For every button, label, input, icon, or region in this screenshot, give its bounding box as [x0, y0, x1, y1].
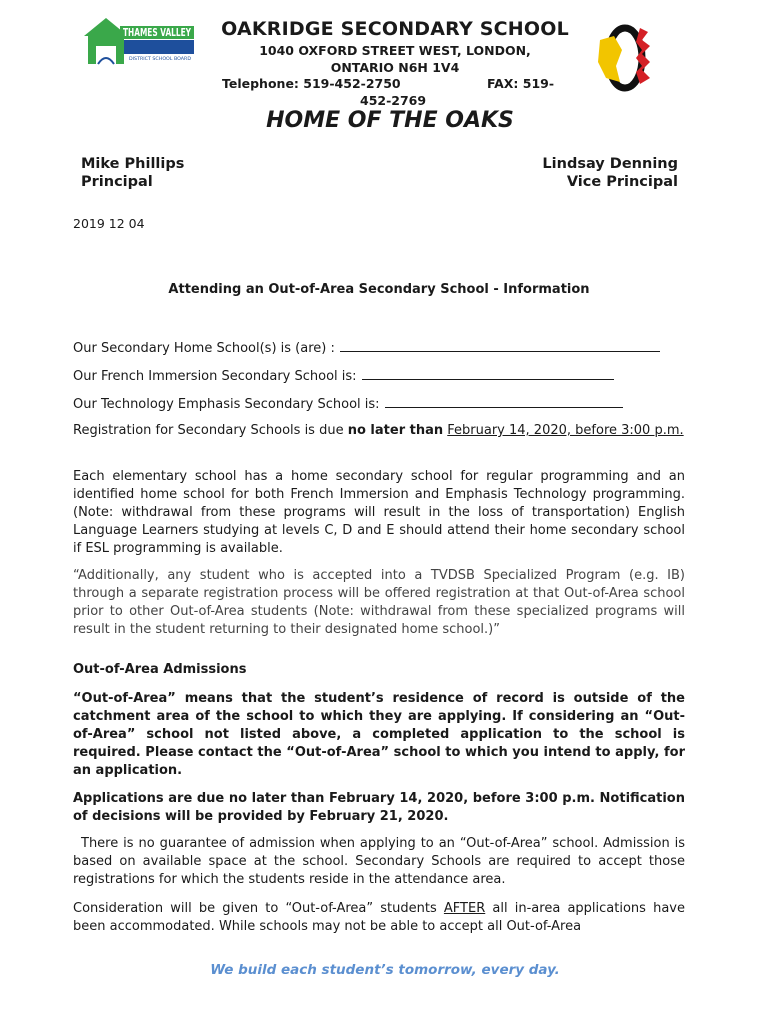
consideration-paragraph	[73, 900, 685, 936]
oaks-emblem	[592, 22, 658, 94]
registration-deadline: February 14, 2020, before 3:00 p.m.	[447, 423, 684, 438]
registration-paragraph	[73, 422, 685, 440]
principal-block	[81, 155, 184, 191]
registration-text: Registration for Secondary Schools is due	[73, 423, 348, 438]
ooa-text-b: t the student’s residence of record is outside of the catchment area of the school to which they are applying. If considering an “Out-of-Area” school not listed above, a completed application to the school is required. Please contact the “Out-of-Area” school to which you intend to apply, for an application.	[73, 691, 686, 778]
thames-valley-logo	[80, 14, 198, 70]
home-school-label: Our Secondary Home School(s) is (are) :	[73, 341, 335, 356]
logo-text: THAMES VALLEY	[123, 26, 192, 39]
principal-name: Mike Phillips	[81, 156, 185, 172]
school-motto: HOME OF THE OAKS	[266, 108, 514, 133]
specialized-program-quote: “Additionally, any student who is accepted into a TVDSB Specialized Program (e.g. IB) through a separate registration process will be offered registration at that Out-of-Area school prior to other Out-of-Area students (Note: withdrawal from these specialized programs will result in the student returning to their designated home school.)”	[73, 568, 685, 637]
ooa-text-a: “Out-of-Area” means tha	[73, 691, 266, 706]
vice-principal-block	[542, 155, 678, 191]
french-school-blank[interactable]	[362, 367, 614, 380]
address-line-1: 1040 OXFORD STREET WEST, LONDON,	[259, 43, 531, 58]
principal-title: Principal	[81, 174, 153, 190]
no-guarantee-paragraph: There is no guarantee of admission when applying to an “Out-of-Area” school. Admission is based on available space at the school. Secondary Schools are required to accept those registrations for which the students reside in the attendance area.	[73, 836, 685, 887]
french-school-field	[73, 367, 614, 384]
section-heading: Out-of-Area Admissions	[73, 662, 247, 677]
address-line-2: ONTARIO N6H 1V4	[330, 60, 460, 75]
consideration-text: Consideration will be given to “Out-of-Area” students	[73, 901, 444, 916]
home-school-paragraph: Each elementary school has a home secondary school for regular programming and an identified home school for both French Immersion and Emphasis Technology programming. (Note: withdrawal from these programs will result in the loss of transportation) English Language Learners studying at levels C, D and E should attend their home secondary school if ESL programming is available.	[73, 469, 685, 556]
applications-due-paragraph: Applications are due no later than February 14, 2020, before 3:00 p.m. Notification of decisions will be provided by February 21, 2020.	[73, 791, 685, 824]
logo-subtext: DISTRICT SCHOOL BOARD	[129, 57, 188, 62]
document-title: Attending an Out-of-Area Secondary School - Information	[168, 282, 590, 297]
vice-principal-name: Lindsay Denning	[542, 156, 678, 172]
fax-part-2: 452-2769	[360, 93, 427, 108]
fax-part-1: FAX: 519-	[487, 76, 555, 91]
after-emphasis: AFTER	[443, 901, 486, 916]
tech-school-blank[interactable]	[385, 395, 623, 408]
school-name: OAKRIDGE SECONDARY SCHOOL	[221, 18, 569, 40]
consideration-text-cont: all in-area applications have been accommodated. While schools may not be able to accept all Out-of-Area	[73, 901, 685, 934]
registration-bold: no later than	[347, 423, 444, 438]
out-of-area-definition	[73, 690, 685, 780]
french-school-label: Our French Immersion Secondary School is:	[73, 369, 357, 384]
home-school-blank[interactable]	[340, 339, 660, 352]
tech-school-field	[73, 395, 623, 412]
footer-tagline: We build each student’s tomorrow, every day.	[210, 962, 560, 978]
letter-date: 2019 12 04	[73, 216, 145, 231]
telephone: Telephone: 519-452-2750	[222, 76, 401, 91]
home-school-field	[73, 339, 660, 356]
vice-principal-title: Vice Principal	[566, 174, 678, 190]
tech-school-label: Our Technology Emphasis Secondary School is:	[73, 397, 380, 412]
